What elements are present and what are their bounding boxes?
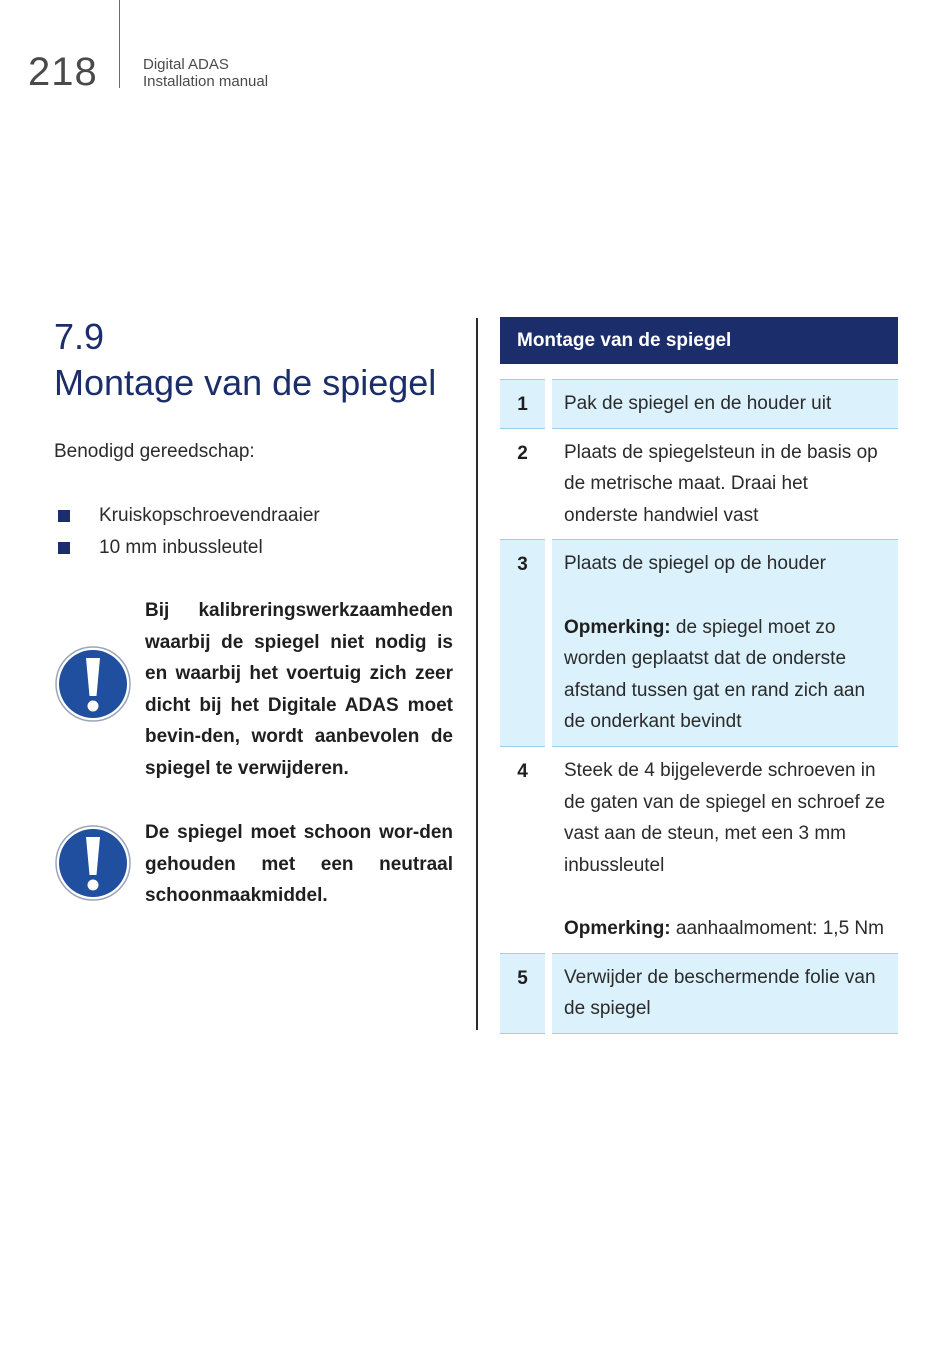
steps-table	[500, 317, 898, 1034]
step-text	[552, 953, 898, 1034]
tool-list-item	[58, 537, 263, 559]
step-instruction: Pak de spiegel en de houder uit	[564, 393, 832, 414]
page-number: 218	[28, 50, 98, 94]
step-number: 3	[500, 539, 545, 747]
warning-text: Bij kalibreringswerkzaamheden waarbij de spiegel niet nodig is en waarbij het voertuig zich zeer dicht bij het Digitale ADAS moet bevin-den, wordt aanbevolen de spiegel te verwijderen.	[145, 600, 453, 779]
tools-label: Benodigd gereedschap:	[54, 441, 255, 462]
step-number: 1	[500, 379, 545, 429]
section-number: 7.9	[54, 316, 105, 357]
step-instruction: Plaats de spiegelsteun in de basis op de metrische maat. Draai het onderste handwiel vast	[564, 441, 878, 526]
step-instruction: Steek de 4 bijgeleverde schroeven in de gaten van de spiegel en schroef ze vast aan de steun, met een 3 mm inbussleutel	[564, 759, 886, 876]
table-row	[500, 747, 898, 953]
exclamation-icon	[55, 825, 131, 901]
tool-label: Kruiskopschroevendraaier	[99, 505, 320, 526]
step-note	[564, 612, 886, 738]
note-label: Opmerking:	[564, 616, 671, 638]
step-number: 2	[517, 442, 528, 464]
step-text	[552, 747, 898, 953]
document-title-line2: Installation manual	[143, 73, 269, 90]
table-row	[500, 379, 898, 429]
step-text	[552, 379, 898, 429]
square-bullet-icon	[58, 542, 70, 554]
tool-label: 10 mm inbussleutel	[99, 537, 263, 558]
exclamation-icon	[55, 646, 131, 722]
table-row	[500, 429, 898, 540]
step-number: 5	[500, 953, 545, 1034]
table-header: Montage van de spiegel	[500, 317, 898, 364]
table-row	[500, 953, 898, 1034]
note-label: Opmerking:	[564, 917, 671, 939]
header-divider	[119, 0, 120, 88]
document-title-line1: Digital ADAS	[143, 56, 229, 73]
square-bullet-icon	[58, 510, 70, 522]
step-number: 4	[517, 760, 528, 782]
step-instruction: Verwijder de beschermende folie van de spiegel	[564, 966, 876, 1020]
note-text: aanhaalmoment: 1,5 Nm	[670, 917, 884, 939]
table-row	[500, 539, 898, 747]
step-instruction: Plaats de spiegel op de houder	[564, 553, 826, 575]
tool-list-item	[58, 505, 320, 527]
document-title	[143, 56, 268, 90]
step-text	[552, 429, 898, 540]
step-text	[552, 539, 898, 747]
section-title: Montage van de spiegel	[54, 362, 437, 403]
column-divider	[476, 318, 478, 1030]
warning-text: De spiegel moet schoon wor-den gehouden met een neutraal schoonmaakmiddel.	[145, 822, 453, 907]
step-note	[564, 913, 886, 945]
note-text: de spiegel moet zo worden geplaatst dat de onderste afstand tussen gat en rand zich aan de onderkant bevindt	[564, 616, 866, 733]
